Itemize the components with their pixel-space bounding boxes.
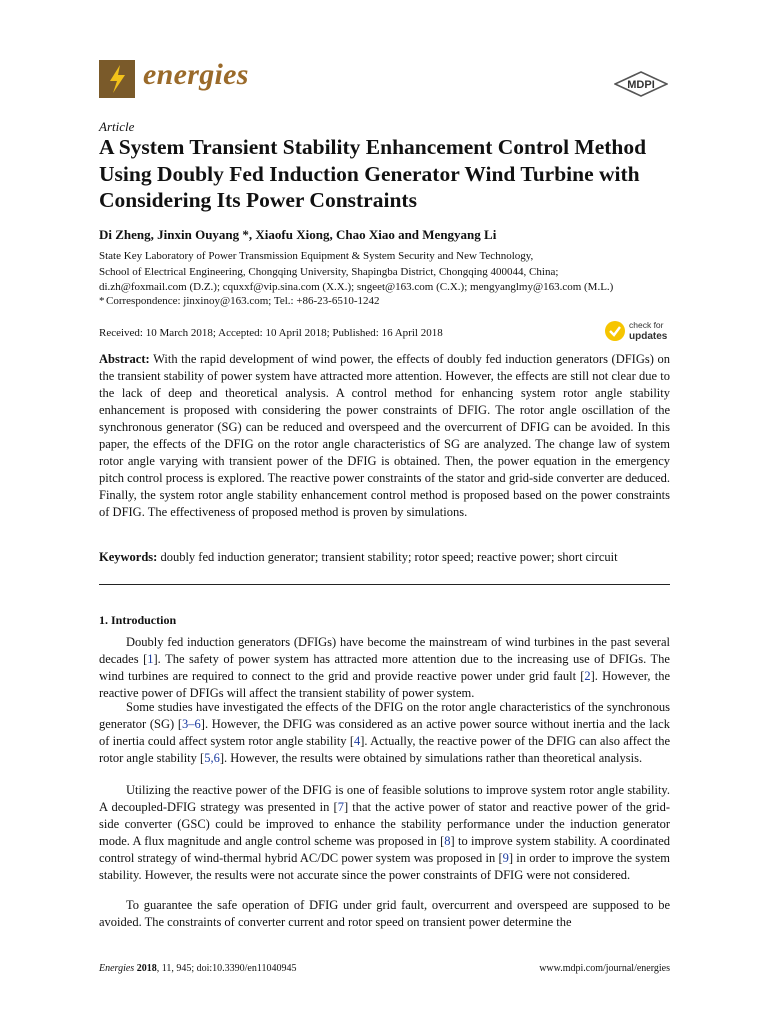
footer-citation	[99, 963, 297, 974]
affiliation-line: State Key Laboratory of Power Transmission Equipment & System Security and New Technology,	[99, 250, 534, 262]
paragraph-text: ]. Actually, the reactive power of the DFIG can also affect the rotor angle stability [	[99, 734, 670, 765]
citation-link[interactable]: 9	[502, 851, 509, 865]
citation-link[interactable]: 8	[444, 834, 451, 848]
paragraph-text: To guarantee the safe operation of DFIG under grid fault, overcurrent and overspeed are supposed to be avoided. The constraints of converter current and rotor speed on transient power determine the	[99, 898, 670, 929]
citation-link[interactable]: 5,6	[204, 751, 220, 765]
mdpi-logo-icon	[614, 71, 668, 97]
section-heading: 1. Introduction	[99, 613, 177, 627]
paragraph-text: ]. The safety of power system has attracted more attention due to the increasing use of DFIGs. The wind turbines are required to connect to the grid and provide reactive power under grid fault [	[99, 652, 670, 683]
paper-title: A System Transient Stability Enhancement Control Method Using Doubly Fed Induction Generator Wind Turbine with Considering Its Power Constraints	[99, 135, 647, 212]
citation-link[interactable]: 1	[147, 652, 154, 666]
section-divider	[99, 584, 670, 585]
intro-paragraph-4	[99, 897, 670, 931]
keywords-label: Keywords:	[99, 550, 158, 564]
footer-url[interactable]: www.mdpi.com/journal/energies	[539, 963, 670, 974]
paragraph-text: ] in order to improve the system stability. However, the results were not accurate since the power constraints of DFIG were not considered.	[99, 851, 670, 882]
journal-name: energies	[143, 58, 249, 91]
correspondence-text: Correspondence: jinxinoy@163.com; Tel.: +86-23-6510-1242	[106, 295, 380, 307]
correspondence-star: *	[99, 295, 105, 307]
keywords-text: doubly fed induction generator; transient stability; rotor speed; reactive power; short circuit	[160, 550, 618, 564]
paragraph-text: ]. However, the results were obtained by simulations rather than theoretical analysis.	[219, 751, 643, 765]
paragraph-text: Doubly fed induction generators (DFIGs) have become the mainstream of wind turbines in the past several decades [	[99, 635, 670, 666]
affiliation-emails: di.zh@foxmail.com (D.Z.); cquxxf@vip.sina.com (X.X.); sngeet@163.com (C.X.); mengyanglmy@163.com (M.L.)	[99, 281, 614, 293]
author-list: Di Zheng, Jinxin Ouyang *, Xiaofu Xiong, Chao Xiao and Mengyang Li	[99, 227, 497, 242]
citation-link[interactable]: 2	[584, 669, 591, 683]
footer-volume-doi: , 11, 945; doi:10.3390/en11040945	[156, 963, 297, 974]
intro-paragraph-3	[99, 782, 670, 884]
journal-logo-icon	[99, 60, 135, 98]
paragraph-text: ]. However, the reactive power of DFIGs will affect the transient stability of power system.	[99, 669, 670, 700]
check-for-text: check for	[629, 320, 664, 330]
paragraph-text: ]. However, the DFIG was considered as an active power source without inertia and the lack of inertia could affect system rotor angle stability [	[99, 717, 670, 748]
citation-link[interactable]: 3–6	[182, 717, 201, 731]
footer-year: 2018	[136, 963, 157, 974]
abstract	[99, 351, 670, 521]
paragraph-text: ] that the active power of stator and reactive power of the grid-side converter (GSC) could be improved to enhance the stability performance under the induction generator mode. A flux magnitude and angle control scheme was proposed in [	[99, 800, 670, 848]
citation-link[interactable]: 7	[337, 800, 344, 814]
paragraph-text: Some studies have investigated the effects of the DFIG on the rotor angle characteristics of the synchronous generator (SG) [	[99, 700, 670, 731]
check-for-updates-badge[interactable]	[604, 318, 674, 344]
intro-paragraph-1	[99, 634, 670, 702]
mdpi-logo-text: MDPI	[627, 79, 655, 91]
keywords	[99, 549, 670, 566]
footer-journal: Energies	[99, 963, 135, 974]
abstract-text: With the rapid development of wind power, the effects of doubly fed induction generators (DFIGs) on the transient stability of power system have attracted more attention. However, the effects are still not clear due to the lack of deep and theoretical analysis. A control method for enhancing system rotor angle stability enhancement is proposed with considering the power constraints of DFIG. The rotor angle oscillation of the synchronous generator (SG) can be reduced and overspeed and the overcurrent of DFIG can be avoided. In this paper, the effects of the DFIG on the rotor angle characteristics of SG are analyzed. The change law of system rotor angle varying with transient power of the DFIG is obtained. Then, the power equation in the emergency pitch control process is explored. The reactive power constraints of the stator and grid-side converter are deduced. Finally, the system rotor angle stability enhancement control method is proposed based on the power constraints of DFIG. The effectiveness of proposed method is proven by simulations.	[99, 352, 670, 519]
paragraph-text: ] to improve system stability. A coordinated control strategy of wind-thermal hybrid AC/DC power system was proposed in [	[99, 834, 670, 865]
article-type: Article	[99, 119, 135, 134]
citation-link[interactable]: 4	[353, 734, 361, 748]
affiliation-line: School of Electrical Engineering, Chongqing University, Shapingba District, Chongqing 400044, China;	[99, 266, 559, 278]
abstract-label: Abstract:	[99, 352, 150, 366]
paragraph-text: Utilizing the reactive power of the DFIG is one of feasible solutions to improve system rotor angle stability. A decoupled-DFIG strategy was presented in [	[99, 783, 670, 814]
updates-text: updates	[629, 331, 668, 342]
intro-paragraph-2	[99, 699, 670, 767]
publication-dates: Received: 10 March 2018; Accepted: 10 April 2018; Published: 16 April 2018	[99, 327, 443, 339]
